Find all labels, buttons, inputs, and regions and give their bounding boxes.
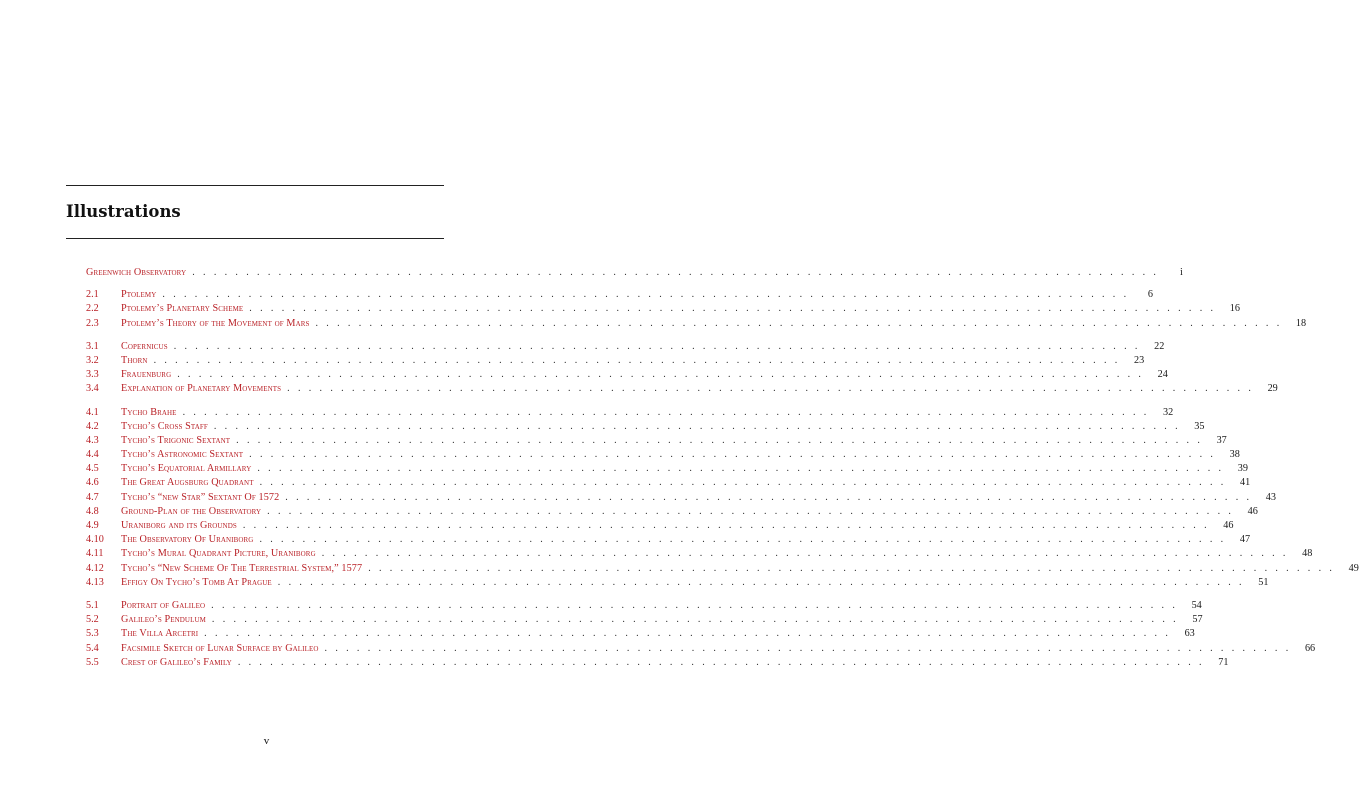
entry-title[interactable]: The Great Augsburg Quadrant [121, 477, 254, 489]
list-item[interactable] [86, 476, 1251, 490]
figure-number[interactable]: 2.3 [86, 317, 99, 329]
dot-leader: . . . . . . . . . . . . . . . . . . . . . . . . . . . . . . . . . . . . . . . . . . . . . . . . . . . . . . . . . . . . . . . . . . . . . . . . . . . . . . . . . . . . . . . . . . [153, 354, 1121, 366]
entry-title[interactable]: Tycho’s Equatorial Armillary [121, 463, 252, 475]
entry-title[interactable]: Effigy On Tycho’s Tomb At Prague [121, 576, 272, 588]
list-item[interactable] [86, 627, 1195, 641]
figure-number[interactable]: 4.7 [86, 491, 99, 503]
list-item[interactable] [86, 547, 1313, 561]
dot-leader: . . . . . . . . . . . . . . . . . . . . . . . . . . . . . . . . . . . . . . . . . . . . . . . . . . . . . . . . . . . . . . . . . . . . . . . . . . . . . . . . . . . . . . . . . . [259, 477, 1227, 489]
list-item[interactable] [86, 491, 1276, 505]
figure-number[interactable]: 4.2 [86, 420, 99, 432]
entry-title[interactable]: Greenwich Observatory [86, 267, 187, 278]
dot-leader: . . . . . . . . . . . . . . . . . . . . . . . . . . . . . . . . . . . . . . . . . . . . . . . . . . . . . . . . . . . . . . . . . . . . . . . . . . . . . . . . . . . . . . . . . . [211, 614, 1179, 626]
entry-page: 43 [1265, 491, 1276, 503]
list-item[interactable] [86, 340, 1165, 354]
list-item[interactable] [86, 288, 1154, 302]
entry-title[interactable]: Crest of Galileo’s Family [121, 656, 232, 668]
entry-page: 54 [1191, 599, 1202, 611]
entry-title[interactable]: The Villa Arcetri [121, 628, 199, 640]
dot-leader: . . . . . . . . . . . . . . . . . . . . . . . . . . . . . . . . . . . . . . . . . . . . . . . . . . . . . . . . . . . . . . . . . . . . . . . . . . . . . . . . . . . . . . . . . . [324, 642, 1292, 654]
dot-leader: . . . . . . . . . . . . . . . . . . . . . . . . . . . . . . . . . . . . . . . . . . . . . . . . . . . . . . . . . . . . . . . . . . . . . . . . . . . . . . . . . . . . . . . . . . [287, 383, 1254, 395]
entry-page: 57 [1192, 614, 1203, 626]
entry-page: 29 [1267, 383, 1278, 395]
list-item[interactable] [86, 533, 1251, 547]
entry-title[interactable]: Thorn [121, 354, 148, 366]
dot-leader: . . . . . . . . . . . . . . . . . . . . . . . . . . . . . . . . . . . . . . . . . . . . . . . . . . . . . . . . . . . . . . . . . . . . . . . . . . . . . . . . . . . . . . . . . . [315, 317, 1283, 329]
list-item[interactable] [86, 382, 1278, 396]
entry-page: 38 [1229, 449, 1240, 461]
entry-title[interactable]: Tycho’s “new Star” Sextant Of 1572 [121, 491, 280, 503]
list-item[interactable] [86, 519, 1234, 533]
figure-number[interactable]: 4.13 [86, 576, 104, 588]
figure-number[interactable]: 4.9 [86, 520, 99, 531]
figure-number[interactable]: 4.11 [86, 548, 104, 560]
list-item[interactable] [86, 266, 1183, 280]
entry-page: 37 [1216, 434, 1227, 446]
dot-leader: . . . . . . . . . . . . . . . . . . . . . . . . . . . . . . . . . . . . . . . . . . . . . . . . . . . . . . . . . . . . . . . . . . . . . . . . . . . . . . . . . . . . . . . . . . [285, 491, 1252, 503]
entry-page: 48 [1302, 548, 1313, 560]
entry-title[interactable]: Tycho’s “New Scheme Of The Terrestrial System,” 1577 [121, 562, 363, 574]
dot-leader: . . . . . . . . . . . . . . . . . . . . . . . . . . . . . . . . . . . . . . . . . . . . . . . . . . . . . . . . . . . . . . . . . . . . . . . . . . . . . . . . . . . . . . . . . . [182, 406, 1150, 418]
figure-number[interactable]: 4.1 [86, 406, 99, 418]
entry-page: 41 [1240, 477, 1251, 489]
entry-title[interactable]: Ptolemy’s Planetary Scheme [121, 303, 244, 315]
list-item[interactable] [86, 354, 1145, 368]
figure-number[interactable]: 5.2 [86, 614, 99, 626]
entry-page: 47 [1239, 534, 1251, 546]
entry-page: 22 [1154, 340, 1165, 352]
list-item[interactable] [86, 434, 1227, 448]
dot-leader: . . . . . . . . . . . . . . . . . . . . . . . . . . . . . . . . . . . . . . . . . . . . . . . . . . . . . . . . . . . . . . . . . . . . . . . . . . . . . . . . . . . . . . . . . . [213, 420, 1181, 432]
entry-page: 23 [1133, 354, 1145, 366]
entry-page: 32 [1162, 406, 1174, 418]
entry-title[interactable]: Tycho Brahe [121, 406, 177, 418]
entry-page: 6 [1147, 289, 1154, 301]
entry-page: 63 [1184, 628, 1195, 640]
figure-group [86, 406, 1359, 590]
dot-leader: . . . . . . . . . . . . . . . . . . . . . . . . . . . . . . . . . . . . . . . . . . . . . . . . . . . . . . . . . . . . . . . . . . . . . . . . . . . . . . . . . . . . . . . . . . [321, 548, 1289, 560]
entry-title[interactable]: Ptolemy’s Theory of the Movement of Mars [121, 317, 310, 329]
list-item[interactable] [86, 368, 1168, 382]
list-item[interactable] [86, 462, 1248, 476]
entry-page: 71 [1218, 656, 1229, 668]
figure-number[interactable]: 5.4 [86, 642, 99, 654]
figure-number[interactable]: 4.3 [86, 434, 99, 446]
dot-leader: . . . . . . . . . . . . . . . . . . . . . . . . . . . . . . . . . . . . . . . . . . . . . . . . . . . . . . . . . . . . . . . . . . . . . . . . . . . . . . . . . . . . . . . . . . [277, 576, 1245, 588]
entry-page: 66 [1304, 642, 1316, 654]
entry-page: 49 [1348, 562, 1359, 574]
figure-number[interactable]: 5.3 [86, 628, 99, 640]
figure-number[interactable]: 2.2 [86, 303, 99, 315]
entry-title[interactable]: Explanation of Planetary Movements [121, 383, 282, 395]
entry-title[interactable]: Facsimile Sketch of Lunar Surface by Galileo [121, 642, 319, 654]
figure-number[interactable]: 3.1 [86, 340, 99, 352]
list-item[interactable] [86, 406, 1174, 420]
figure-number[interactable]: 4.12 [86, 562, 104, 574]
dot-leader: . . . . . . . . . . . . . . . . . . . . . . . . . . . . . . . . . . . . . . . . . . . . . . . . . . . . . . . . . . . . . . . . . . . . . . . . . . . . . . . . . . . . . . . . . . [249, 303, 1216, 315]
figure-number[interactable]: 5.1 [86, 599, 99, 611]
dot-leader: . . . . . . . . . . . . . . . . . . . . . . . . . . . . . . . . . . . . . . . . . . . . . . . . . . . . . . . . . . . . . . . . . . . . . . . . . . . . . . . . . . . . . . . . . . [211, 599, 1178, 611]
entry-title[interactable]: Tycho’s Cross Staff [121, 420, 208, 432]
entry-page: i [1180, 267, 1183, 278]
figure-number[interactable]: 2.1 [86, 289, 99, 301]
entry-title[interactable]: Tycho’s Trigonic Sextant [121, 434, 231, 446]
dot-leader: . . . . . . . . . . . . . . . . . . . . . . . . . . . . . . . . . . . . . . . . . . . . . . . . . . . . . . . . . . . . . . . . . . . . . . . . . . . . . . . . . . . . . . . . . . [162, 289, 1130, 301]
entry-title[interactable]: The Observatory Of Uraniborg [121, 534, 254, 546]
figure-group [86, 288, 1307, 331]
figure-number[interactable]: 3.2 [86, 354, 99, 366]
entry-title[interactable]: Frauenburg [121, 369, 172, 381]
dot-leader: . . . . . . . . . . . . . . . . . . . . . . . . . . . . . . . . . . . . . . . . . . . . . . . . . . . . . . . . . . . . . . . . . . . . . . . . . . . . . . . . . . . . . . . . . . [177, 369, 1144, 381]
entry-title[interactable]: Ground-Plan of the Observatory [121, 505, 262, 517]
entry-page: 46 [1223, 520, 1234, 531]
entry-page: 39 [1237, 463, 1248, 475]
list-item[interactable] [86, 302, 1240, 316]
list-item[interactable] [86, 599, 1202, 613]
list-item[interactable] [86, 562, 1359, 576]
dot-leader: . . . . . . . . . . . . . . . . . . . . . . . . . . . . . . . . . . . . . . . . . . . . . . . . . . . . . . . . . . . . . . . . . . . . . . . . . . . . . . . . . . . . . . . . . . [237, 656, 1205, 668]
dot-leader: . . . . . . . . . . . . . . . . . . . . . . . . . . . . . . . . . . . . . . . . . . . . . . . . . . . . . . . . . . . . . . . . . . . . . . . . . . . . . . . . . . . . . . . . . . [267, 505, 1234, 517]
dot-leader: . . . . . . . . . . . . . . . . . . . . . . . . . . . . . . . . . . . . . . . . . . . . . . . . . . . . . . . . . . . . . . . . . . . . . . . . . . . . . . . . . . . . . . . . . . [236, 434, 1203, 446]
entry-title[interactable]: Tycho’s Astronomic Sextant [121, 449, 244, 461]
entry-page: 46 [1247, 505, 1258, 517]
entry-page: 16 [1229, 303, 1240, 315]
page-title: Illustrations [66, 202, 181, 221]
dot-leader: . . . . . . . . . . . . . . . . . . . . . . . . . . . . . . . . . . . . . . . . . . . . . . . . . . . . . . . . . . . . . . . . . . . . . . . . . . . . . . . . . . . . . . . . . . [242, 520, 1210, 531]
entry-title[interactable]: Tycho’s Mural Quadrant Picture, Uraniborg [121, 548, 316, 560]
list-item[interactable] [86, 642, 1316, 656]
figure-number[interactable]: 4.6 [86, 477, 99, 489]
dot-leader: . . . . . . . . . . . . . . . . . . . . . . . . . . . . . . . . . . . . . . . . . . . . . . . . . . . . . . . . . . . . . . . . . . . . . . . . . . . . . . . . . . . . . . . . . . [192, 267, 1159, 278]
page-number: v [263, 735, 270, 747]
entry-page: 51 [1258, 576, 1269, 588]
list-item[interactable] [86, 613, 1203, 627]
entry-page: 35 [1194, 420, 1205, 432]
dot-leader: . . . . . . . . . . . . . . . . . . . . . . . . . . . . . . . . . . . . . . . . . . . . . . . . . . . . . . . . . . . . . . . . . . . . . . . . . . . . . . . . . . . . . . . . . . [257, 463, 1224, 475]
figure-number[interactable]: 4.5 [86, 463, 99, 475]
list-item[interactable] [86, 505, 1258, 519]
figure-group [86, 599, 1316, 670]
dot-leader: . . . . . . . . . . . . . . . . . . . . . . . . . . . . . . . . . . . . . . . . . . . . . . . . . . . . . . . . . . . . . . . . . . . . . . . . . . . . . . . . . . . . . . . . . . [368, 562, 1335, 574]
figure-number[interactable]: 5.5 [86, 656, 99, 668]
entry-title[interactable]: Copernicus [121, 340, 168, 352]
figure-group [86, 340, 1278, 397]
figure-number[interactable]: 3.3 [86, 369, 99, 381]
list-item[interactable] [86, 576, 1269, 590]
entry-title[interactable]: Portrait of Galileo [121, 599, 206, 611]
figure-number[interactable]: 4.8 [86, 505, 99, 517]
list-item[interactable] [86, 420, 1205, 434]
bottom-rule [66, 238, 444, 239]
dot-leader: . . . . . . . . . . . . . . . . . . . . . . . . . . . . . . . . . . . . . . . . . . . . . . . . . . . . . . . . . . . . . . . . . . . . . . . . . . . . . . . . . . . . . . . . . . [204, 628, 1171, 640]
dot-leader: . . . . . . . . . . . . . . . . . . . . . . . . . . . . . . . . . . . . . . . . . . . . . . . . . . . . . . . . . . . . . . . . . . . . . . . . . . . . . . . . . . . . . . . . . . [173, 340, 1141, 352]
entry-title[interactable]: Galileo’s Pendulum [121, 614, 206, 626]
top-rule [66, 185, 444, 186]
list-item[interactable] [86, 317, 1307, 331]
entry-page: 24 [1157, 369, 1168, 381]
entry-title[interactable]: Uraniborg and its Grounds [121, 520, 237, 531]
list-item[interactable] [86, 448, 1240, 462]
dot-leader: . . . . . . . . . . . . . . . . . . . . . . . . . . . . . . . . . . . . . . . . . . . . . . . . . . . . . . . . . . . . . . . . . . . . . . . . . . . . . . . . . . . . . . . . . . [259, 534, 1227, 546]
list-item[interactable] [86, 656, 1229, 670]
figure-number[interactable]: 3.4 [86, 383, 99, 395]
figure-number[interactable]: 4.10 [86, 534, 104, 546]
figure-number[interactable]: 4.4 [86, 449, 99, 461]
dot-leader: . . . . . . . . . . . . . . . . . . . . . . . . . . . . . . . . . . . . . . . . . . . . . . . . . . . . . . . . . . . . . . . . . . . . . . . . . . . . . . . . . . . . . . . . . . [249, 449, 1216, 461]
entry-page: 18 [1295, 317, 1307, 329]
illustrations-list [86, 266, 1359, 670]
entry-title[interactable]: Ptolemy [121, 289, 157, 301]
